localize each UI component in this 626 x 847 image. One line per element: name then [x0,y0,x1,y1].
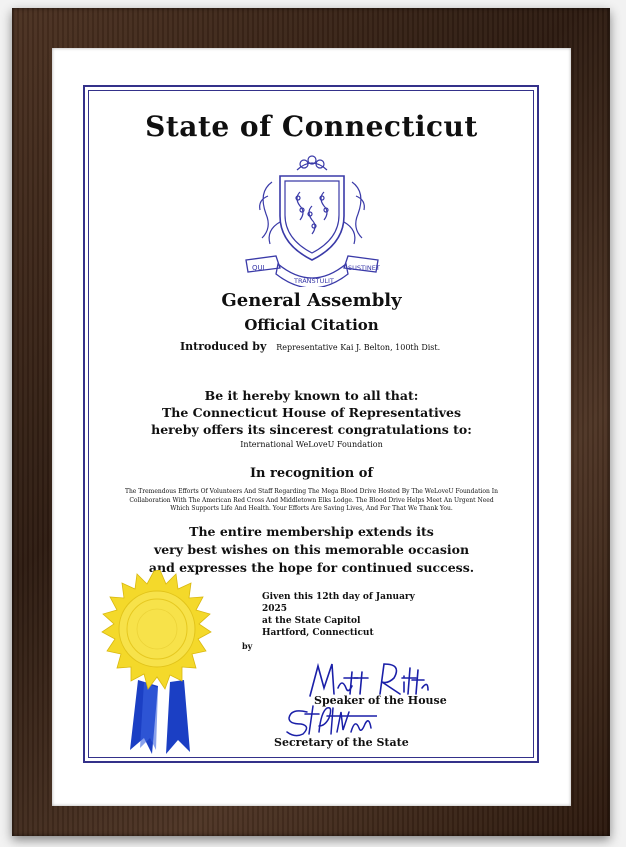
svg-text:QUI: QUI [252,264,265,272]
known-line: The Connecticut House of Representatives [161,405,462,420]
by-label: by [242,641,253,651]
certificate-paper [52,48,571,806]
known-to-all-block [52,387,571,438]
recognition-text: The Tremendous Efforts Of Volunteers And Staff Regarding The Mega Blood Drive Hosted By The WeLoveU Foundation In Collaboration With The American Red Cross And Middletown Elks Lodge. The Blood Drive Helps Meet An Urgent Need Which Supports Life And Health. Your Efforts Are Saving Lives, And For That We Thank You. [124,488,499,512]
given-line: at the State Capitol [262,616,361,626]
recognition-heading: In recognition of [249,466,374,481]
known-line: Be it hereby known to all that: [204,388,419,403]
introduced-by-label: Introduced by [180,340,267,353]
given-date-block [262,591,432,639]
svg-text:TRANSTULIT: TRANSTULIT [294,277,334,285]
secretary-signature [277,702,377,738]
introduced-by-name: Representative Kai J. Belton, 100th Dist. [276,343,441,352]
wooden-frame [12,8,610,836]
closing-block [52,523,571,577]
honoree-name: International WeLoveU Foundation [240,440,383,449]
closing-line: and expresses the hope for continued success. [148,560,475,575]
assembly-heading: General Assembly [221,290,402,311]
secretary-title: Secretary of the State [274,736,409,749]
official-citation-heading: Official Citation [244,316,379,334]
certificate-title: State of Connecticut [145,110,478,143]
svg-text:SUSTINET: SUSTINET [348,264,380,272]
gold-seal-icon [100,570,220,760]
known-line: hereby offers its sincerest congratulations to: [151,422,472,437]
closing-line: very best wishes on this memorable occasion [153,542,470,557]
introduced-by [180,340,520,353]
given-line: Given this 12th day of January 2025 [262,592,415,614]
speaker-title: Speaker of the House [314,694,447,707]
given-line: Hartford, Connecticut [262,628,374,638]
state-seal-icon [242,152,382,287]
closing-line: The entire membership extends its [189,524,434,539]
